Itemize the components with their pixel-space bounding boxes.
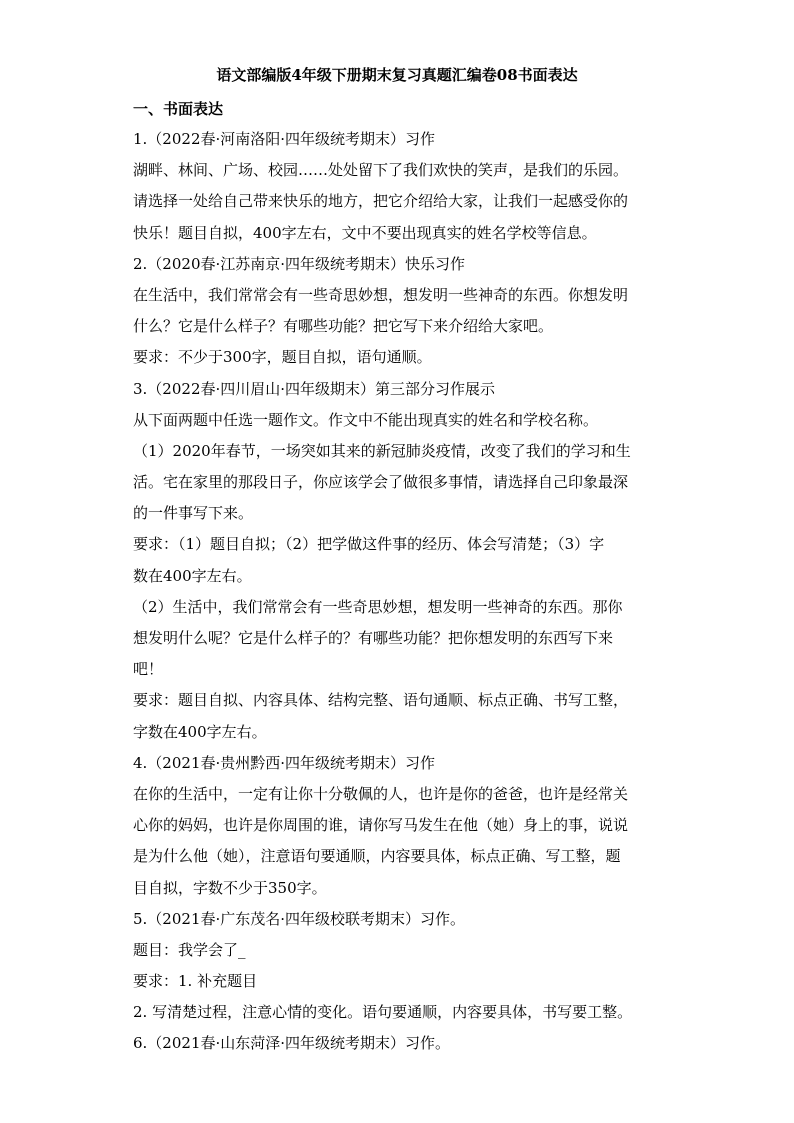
body-line: 湖畔、林间、广场、校园……处处留下了我们欢快的笑声，是我们的乐园。 [133, 161, 629, 180]
body-line: 是为什么他（她），注意语句要通顺，内容要具体，标点正确、写工整，题 [133, 847, 621, 866]
question-5-header: 5.（2021春·广东茂名·四年级校联考期末）习作。 [133, 909, 466, 928]
body-line: 在生活中，我们常常会有一些奇思妙想，想发明一些神奇的东西。你想发明 [133, 285, 629, 304]
body-line: 要求：1. 补充题目 [133, 972, 258, 991]
body-line: 数在400字左右。 [133, 566, 252, 585]
section-heading: 一、书面表达 [133, 100, 224, 118]
body-line: 心你的妈妈，也许是你周围的谁，请你写马发生在他（她）身上的事，说说 [133, 816, 629, 835]
body-line: 快乐！题目自拟，400字左右，文中不要出现真实的姓名学校等信息。 [133, 223, 597, 242]
body-line: 吧！ [133, 660, 164, 679]
body-line: 在你的生活中，一定有让你十分敬佩的人，也许是你的爸爸，也许是经常关 [133, 784, 629, 803]
body-line: （1）2020年春节，一场突如其来的新冠肺炎疫情，改变了我们的学习和生 [133, 441, 631, 460]
question-6-header: 6.（2021春·山东菏泽·四年级统考期末）习作。 [133, 1034, 451, 1053]
body-line: 从下面两题中任选一题作文。作文中不能出现真实的姓名和学校名称。 [133, 410, 599, 429]
body-line: 的一件事写下来。 [133, 504, 254, 523]
body-line: 题目：我学会了_ [133, 940, 246, 959]
body-line: 想发明什么呢？它是什么样子的？有哪些功能？把你想发明的东西写下来 [133, 629, 614, 647]
question-3-header: 3.（2022春·四川眉山·四年级期末）第三部分习作展示 [133, 379, 496, 398]
body-line: 什么？它是什么样子？有哪些功能？把它写下来介绍给大家吧。 [133, 317, 554, 336]
body-line: 目自拟，字数不少于350字。 [133, 878, 327, 897]
document-body [133, 124, 693, 1060]
body-line: 要求：不少于300字，题目自拟，语句通顺。 [133, 348, 432, 367]
body-line: 请选择一处给自己带来快乐的地方，把它介绍给大家，让我们一起感受你的 [133, 192, 629, 211]
body-line: 要求：题目自拟、内容具体、结构完整、语句通顺、标点正确、书写工整， [133, 691, 629, 710]
question-1-header: 1.（2022春·河南洛阳·四年级统考期末）习作 [133, 130, 436, 148]
body-line: 2. 写清楚过程，注意心情的变化。语句要通顺，内容要具体，书写要工整。 [133, 1003, 633, 1022]
question-4-header: 4.（2021春·贵州黔西·四年级统考期末）习作 [133, 753, 436, 772]
question-2-header: 2.（2020春·江苏南京·四年级统考期末）快乐习作 [133, 254, 466, 273]
document-title: 语文部编版4年级下册期末复习真题汇编卷08书面表达 [216, 66, 578, 84]
body-line: （2）生活中，我们常常会有一些奇思妙想，想发明一些神奇的东西。那你 [133, 597, 623, 616]
body-line: 要求：（1）题目自拟；（2）把学做这件事的经历、体会写清楚；（3）字 [133, 535, 605, 554]
body-line: 字数在400字左右。 [133, 722, 267, 741]
body-line: 活。宅在家里的那段日子，你应该学会了做很多事情，请选择自己印象最深 [133, 473, 629, 492]
